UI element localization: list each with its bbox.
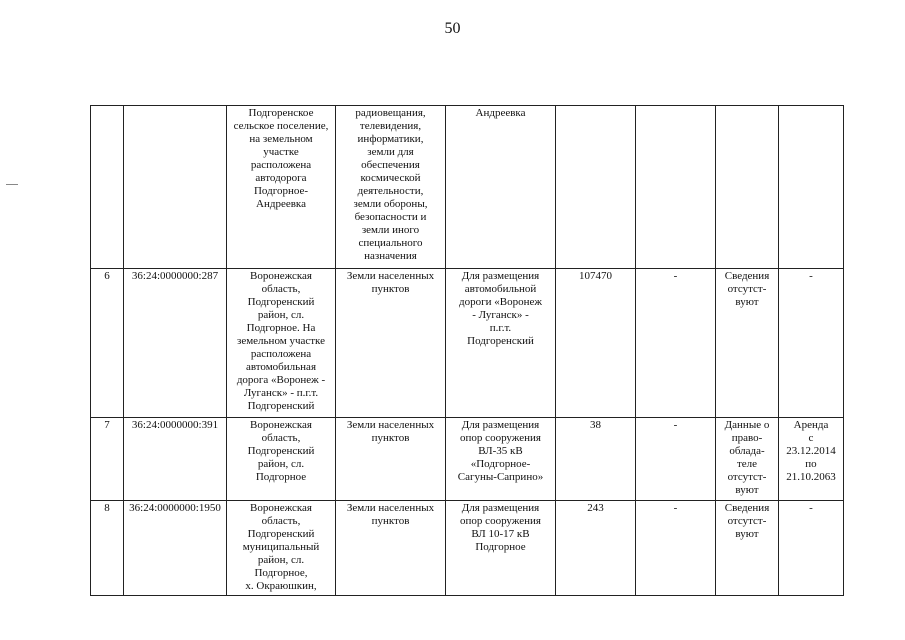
encumbrance-cell [779, 501, 844, 596]
land-category-cell [336, 418, 446, 501]
table-row [91, 501, 844, 596]
row-number-cell [91, 418, 124, 501]
encumbrance-cell [779, 418, 844, 501]
location-cell [227, 418, 336, 501]
land-category-cell [336, 501, 446, 596]
rights-holder-cell [716, 501, 779, 596]
cadastral-value-cell [636, 269, 716, 418]
cadastral-value: - [673, 419, 678, 431]
table-row [91, 418, 844, 501]
permitted-use-cell [446, 501, 556, 596]
location-text: Воронежская область, Подгоренский район, сл. Подгорное. На земельном участке расположена автомобильная дорога «Воронеж - Луганск» - п.г.т. Подгоренский [236, 270, 326, 412]
permitted-use-text: Для размещения опор сооружения ВЛ-35 кВ «Подгорное- Сагуны-Саприно» [457, 419, 544, 483]
encumbrance-text: Аренда с 23.12.2014 по 21.10.2063 [786, 419, 836, 483]
cadastral-value-cell [636, 106, 716, 269]
row-number: 8 [104, 502, 110, 514]
encumbrance-cell [779, 106, 844, 269]
cadastral-value: - [673, 270, 678, 282]
row-number: 7 [104, 419, 110, 431]
row-number: 6 [104, 270, 110, 282]
permitted-use-cell [446, 269, 556, 418]
rights-holder-text: Сведения отсутст- вуют [724, 270, 770, 308]
table-row [91, 269, 844, 418]
land-category-cell [336, 106, 446, 269]
cadastral-value-cell [636, 418, 716, 501]
location-text: Воронежская область, Подгоренский район, сл. Подгорное [247, 419, 315, 483]
location-cell [227, 106, 336, 269]
rights-holder-text: Данные о право- облада- теле отсутст- вуют [724, 419, 770, 496]
land-category-text: Земли населенных пунктов [346, 502, 435, 527]
row-number-cell [91, 106, 124, 269]
cadastral-number: 36:24:0000000:391 [131, 419, 219, 431]
area-cell [556, 106, 636, 269]
encumbrance-cell [779, 269, 844, 418]
location-text: Воронежская область, Подгоренский муниципальный район, сл. Подгорное, х. Окраюшкин, [242, 502, 320, 592]
page-number: 50 [444, 20, 461, 37]
encumbrance-text: - [809, 270, 813, 282]
rights-holder-cell [716, 106, 779, 269]
cadastral-number: 36:24:0000000:1950 [129, 502, 221, 514]
table-row [91, 106, 844, 269]
margin-mark [6, 184, 18, 185]
land-register-table [90, 105, 844, 596]
land-category-text: Земли населенных пунктов [346, 270, 435, 295]
location-cell [227, 501, 336, 596]
area-cell [556, 269, 636, 418]
land-category-text: Земли населенных пунктов [346, 419, 435, 444]
permitted-use-cell [446, 106, 556, 269]
permitted-use-cell [446, 418, 556, 501]
permitted-use-text: Для размещения автомобильной дороги «Воронеж - Луганск» - п.г.т. Подгоренский [459, 270, 542, 347]
area-value: 107470 [579, 270, 612, 282]
rights-holder-cell [716, 269, 779, 418]
area-value: 243 [587, 502, 604, 514]
cadastral-number-cell [124, 269, 227, 418]
area-cell [556, 501, 636, 596]
land-category-cell [336, 269, 446, 418]
rights-holder-cell [716, 418, 779, 501]
row-number-cell [91, 501, 124, 596]
cadastral-number-cell [124, 418, 227, 501]
cadastral-value-cell [636, 501, 716, 596]
location-cell [227, 269, 336, 418]
area-cell [556, 418, 636, 501]
location-text: Подгоренское сельское поселение, на земельном участке расположена автодорога Подгорное- Андреевка [233, 107, 329, 210]
rights-holder-text: Сведения отсутст- вуют [724, 502, 770, 540]
area-value: 38 [590, 419, 601, 431]
permitted-use-text: Андреевка [475, 107, 526, 119]
row-number-cell [91, 269, 124, 418]
cadastral-number-cell [124, 501, 227, 596]
cadastral-number: 36:24:0000000:287 [131, 270, 219, 282]
land-category-text: радиовещания, телевидения, информатики, земли для обеспечения космической деятельности, земли обороны, безопасности и земли иного специального назначения [353, 107, 428, 262]
encumbrance-text: - [809, 502, 813, 514]
cadastral-value: - [673, 502, 678, 514]
cadastral-number-cell [124, 106, 227, 269]
permitted-use-text: Для размещения опор сооружения ВЛ 10-17 кВ Подгорное [460, 502, 541, 553]
